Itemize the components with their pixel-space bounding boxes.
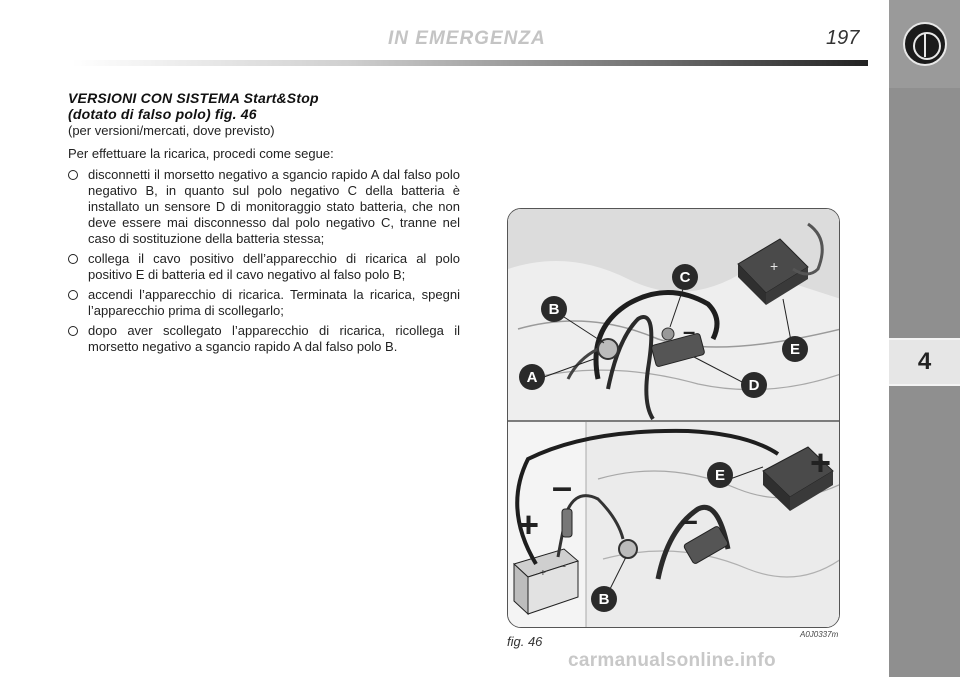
charger-plus-sign: + [540, 568, 546, 579]
label-a [519, 364, 545, 390]
plus-sign: + [770, 258, 779, 274]
bullet-circle-icon [68, 290, 78, 300]
label-a-text: A [526, 369, 538, 386]
intro-text: Per effettuare la ricarica, procedi come segue: [68, 146, 334, 161]
pole-plus-large: + [810, 442, 832, 483]
section-heading-line-1: VERSIONI CON SISTEMA Start&Stop [68, 90, 319, 106]
sidebar-divider [889, 384, 960, 386]
charger-clamp [562, 509, 572, 537]
label-b-bottom-text: B [598, 591, 610, 608]
sidebar-logo-area [889, 0, 960, 88]
step-text: accendi l’apparecchio di ricarica. Terminata la ricarica, spegni l’apparecchio prima di scollegarlo; [88, 287, 460, 318]
step-text: collega il cavo positivo dell’apparecchio di ricarica al polo positivo E di batteria ed il cavo negativo al falso polo B; [88, 251, 460, 282]
minus-sign: – [683, 319, 696, 344]
procedure-step [68, 251, 460, 283]
charger-minus-large: – [552, 466, 573, 507]
section-heading-line-2: (dotato di falso polo) fig. 46 [68, 106, 257, 122]
main-content [68, 90, 460, 359]
procedure-step [68, 323, 460, 355]
label-b-text: B [548, 301, 560, 318]
bullet-circle-icon [68, 326, 78, 336]
bottom-false-pole [619, 540, 637, 558]
step-text: disconnetti il morsetto negativo a sgancio rapido A dal falso polo negativo B, in quanto sul polo negativo C della batteria è installato un sensore D di monitoraggio stato batteria, che non deve essere mai disconnesso dal polo negativo C, tranne nel caso di sostituzione della batteria stessa; [88, 167, 460, 246]
label-d-text: D [748, 377, 760, 394]
alfa-romeo-logo-icon [903, 22, 947, 66]
bullet-circle-icon [68, 254, 78, 264]
label-b [541, 296, 567, 322]
availability-note: (per versioni/mercati, dove previsto) [68, 123, 275, 138]
watermark: carmanualsonline.info [568, 650, 776, 671]
charger-plus-large: + [518, 504, 540, 545]
label-c [672, 264, 698, 290]
false-pole-b [598, 339, 618, 359]
step-text: dopo aver scollegato l’apparecchio di ricarica, ricollega il morsetto negativo a sgancio rapido A dal falso polo B. [88, 323, 460, 354]
label-e-text: E [789, 341, 801, 358]
negative-pole-c [662, 328, 674, 340]
procedure-steps [68, 167, 460, 355]
figure-caption: fig. 46 [507, 634, 543, 649]
pole-minus-large: – [680, 502, 698, 538]
label-d [741, 372, 767, 398]
procedure-step [68, 287, 460, 319]
battery-diagram-svg [508, 209, 840, 628]
page-number: 197 [826, 27, 860, 49]
chapter-tab[interactable]: 4 [889, 340, 960, 384]
charger-minus-sign: – [560, 561, 566, 572]
section-title: IN EMERGENZA [388, 28, 546, 49]
label-b-bottom [591, 586, 617, 612]
figure-46-battery-illustration [507, 208, 840, 628]
header-rule [72, 60, 868, 66]
figure-code: A0J0337m [800, 630, 839, 639]
chapter-sidebar [889, 0, 960, 677]
label-e [782, 336, 808, 362]
label-e-bottom [707, 462, 733, 488]
procedure-step [68, 167, 460, 247]
label-c-text: C [679, 269, 691, 286]
label-e-bottom-text: E [714, 467, 726, 484]
bullet-circle-icon [68, 170, 78, 180]
